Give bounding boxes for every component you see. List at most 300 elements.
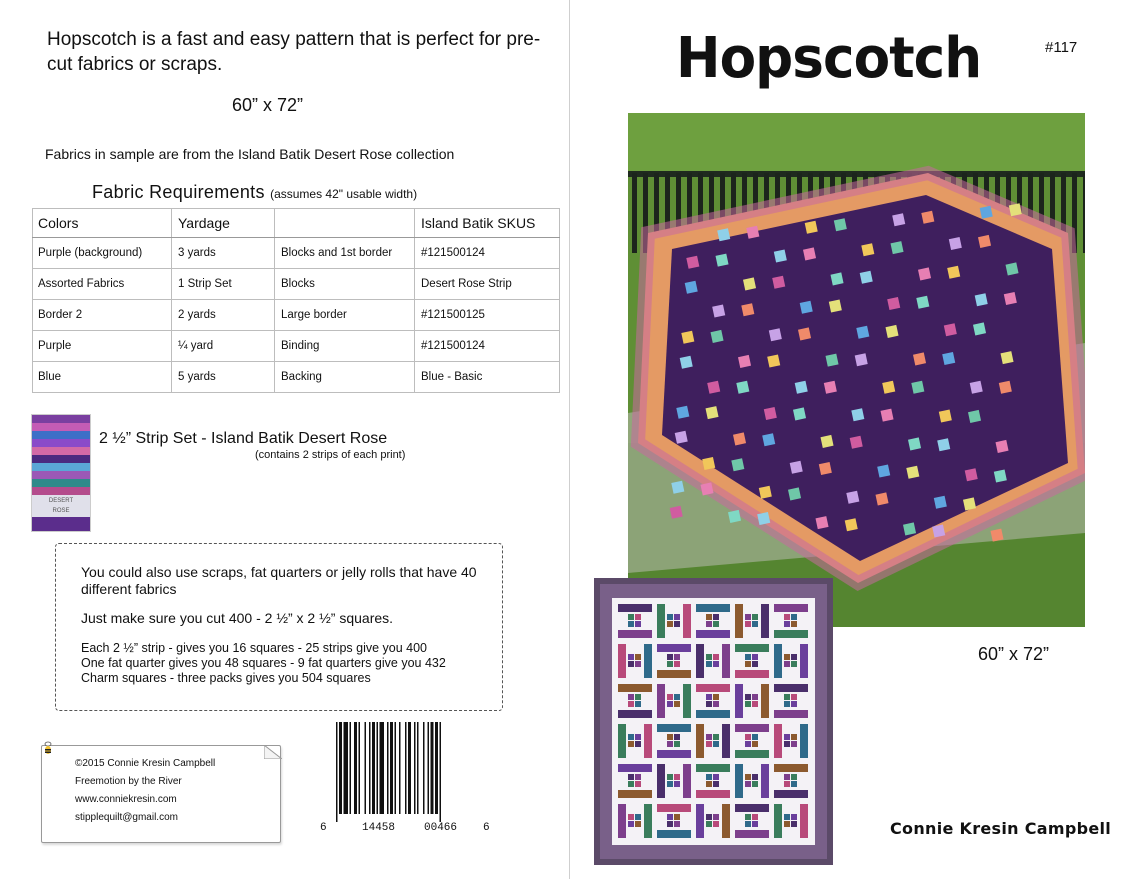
diagram-square: [791, 814, 797, 820]
diagram-square: [713, 781, 719, 787]
diagram-bar: [657, 804, 691, 812]
diagram-bar: [800, 804, 808, 838]
cell-sku: #121500124: [415, 238, 560, 269]
diagram-bar: [761, 604, 769, 638]
quilt-square: [712, 305, 725, 318]
diagram-square: [628, 781, 634, 787]
table-row: [33, 331, 560, 362]
diagram-bar: [800, 644, 808, 678]
diagram-square: [745, 821, 751, 827]
diagram-bar: [722, 724, 730, 758]
quilt-square: [803, 247, 816, 260]
intro-text: Hopscotch is a fast and easy pattern that is perfect for pre-cut fabrics or scraps.: [47, 29, 541, 75]
quilt-square: [736, 381, 749, 394]
diagram-square: [674, 741, 680, 747]
designer-name: Connie Kresin Campbell: [890, 819, 1112, 838]
alternative-fabrics-box: [55, 543, 503, 711]
diagram-square: [745, 654, 751, 660]
company-name: Freemotion by the River: [75, 776, 182, 787]
cover-title: Hopscotch: [676, 26, 982, 91]
quilt-square: [980, 206, 993, 219]
cell-sku: Desert Rose Strip: [415, 269, 560, 300]
cell-usage: Backing: [275, 362, 415, 393]
quilt-square: [821, 435, 834, 448]
quilt-square: [798, 327, 811, 340]
diagram-square: [674, 821, 680, 827]
diagram-square: [745, 781, 751, 787]
quilt-square: [670, 506, 683, 519]
diagram-square: [713, 701, 719, 707]
diagram-bar: [800, 724, 808, 758]
diagram-square: [713, 661, 719, 667]
barcode-bar: [350, 722, 352, 814]
diagram-square: [752, 781, 758, 787]
diagram-square: [667, 734, 673, 740]
diagram-square: [745, 661, 751, 667]
diagram-bar: [696, 790, 730, 798]
diagram-square: [706, 774, 712, 780]
strip-set-brand-line-2: ROSE: [52, 508, 70, 514]
diagram-square: [706, 694, 712, 700]
diagram-square: [713, 814, 719, 820]
header-colors: Colors: [33, 209, 172, 238]
quilt-square: [892, 213, 905, 226]
quilt-square: [824, 381, 837, 394]
diagram-bar: [683, 684, 691, 718]
quilt-square: [918, 267, 931, 280]
quilt-square: [994, 470, 1007, 483]
diagram-bar: [657, 604, 665, 638]
barcode-bar: [344, 722, 349, 814]
quilt-square: [790, 461, 803, 474]
quilt-square: [947, 266, 960, 279]
quilt-square: [826, 354, 839, 367]
diagram-square: [635, 821, 641, 827]
diagram-square: [706, 821, 712, 827]
quilt-square: [934, 496, 947, 509]
diagram-square: [791, 694, 797, 700]
page-curl-icon: [264, 745, 282, 759]
quilt-square: [716, 254, 729, 267]
barcode-bar: [417, 722, 419, 814]
quilt-square: [793, 407, 806, 420]
diagram-square: [635, 701, 641, 707]
photo-grass-far: [628, 113, 1085, 173]
quilt-square: [856, 326, 869, 339]
diagram-square: [713, 774, 719, 780]
quilt-square: [685, 281, 698, 294]
quilt-square: [774, 250, 787, 263]
quilt-square: [999, 381, 1012, 394]
cell-sku: Blue - Basic: [415, 362, 560, 393]
diagram-square: [674, 774, 680, 780]
diagram-square: [667, 781, 673, 787]
diagram-square: [745, 734, 751, 740]
diagram-square: [752, 621, 758, 627]
diagram-square: [784, 614, 790, 620]
diagram-square: [706, 654, 712, 660]
diagram-bar: [657, 670, 691, 678]
quilt-square: [1004, 292, 1017, 305]
cell-usage: Blocks: [275, 269, 415, 300]
quilt-square: [886, 325, 899, 338]
table-row: [33, 238, 560, 269]
strip-set-label: 2 ½” Strip Set - Island Batik Desert Rose: [99, 430, 388, 447]
quilt-square: [921, 211, 934, 224]
diagram-square: [674, 694, 680, 700]
diagram-square: [674, 701, 680, 707]
diagram-bar: [722, 644, 730, 678]
cell-yardage: 5 yards: [172, 362, 275, 393]
diagram-bar: [735, 604, 743, 638]
diagram-square: [635, 774, 641, 780]
quilt-square: [702, 457, 715, 470]
diagram-square: [628, 694, 634, 700]
quilt-square: [932, 525, 945, 538]
quilt-square: [831, 272, 844, 285]
quilt-square: [851, 408, 864, 421]
quilt-square: [746, 226, 759, 239]
barcode-bar: [359, 722, 361, 814]
tip-scraps: You could also use scraps, fat quarters or jelly rolls that have 40 different fabrics: [81, 564, 477, 597]
cell-sku: #121500125: [415, 300, 560, 331]
quilt-square: [903, 522, 916, 535]
diagram-square: [628, 821, 634, 827]
quilt-square: [788, 487, 801, 500]
diagram-square: [706, 661, 712, 667]
diagram-bar: [696, 630, 730, 638]
barcode-digit-lead: 6: [320, 822, 327, 834]
diagram-bar: [618, 604, 652, 612]
diagram-square: [791, 741, 797, 747]
diagram-square: [752, 814, 758, 820]
quilt-square: [757, 512, 770, 525]
diagram-square: [752, 661, 758, 667]
quilt-square: [963, 497, 976, 510]
diagram-bar: [774, 790, 808, 798]
diagram-square: [713, 614, 719, 620]
quilt-square: [965, 468, 978, 481]
quilt-square: [937, 438, 950, 451]
diagram-square: [667, 814, 673, 820]
quilt-square: [706, 406, 719, 419]
bench-slat: [1083, 173, 1085, 253]
table-header-row: [33, 209, 560, 238]
diagram-square: [791, 621, 797, 627]
diagram-square: [791, 654, 797, 660]
quilt-square: [711, 330, 724, 343]
requirements-heading: [92, 182, 417, 203]
diagram-square: [706, 621, 712, 627]
diagram-square: [628, 614, 634, 620]
barcode-bar: [354, 722, 357, 814]
diagram-square: [791, 821, 797, 827]
barcode-bar: [414, 722, 416, 814]
header-yardage: Yardage: [172, 209, 275, 238]
strip-set-sub: (contains 2 strips of each print): [255, 449, 406, 461]
diagram-square: [752, 821, 758, 827]
diagram-square: [635, 781, 641, 787]
diagram-bar: [735, 724, 769, 732]
email: stipplequilt@gmail.com: [75, 812, 178, 823]
quilt-square: [877, 465, 890, 478]
cell-usage: Blocks and 1st border: [275, 238, 415, 269]
barcode-bar: [435, 722, 438, 814]
diagram-square: [784, 661, 790, 667]
diagram-square: [674, 661, 680, 667]
diagram-bar: [696, 710, 730, 718]
strip-set-brand-line-1: DESERT: [48, 498, 74, 504]
quilt-square: [876, 492, 889, 505]
quilt-square: [978, 235, 991, 248]
quilt-size-left: 60” x 72”: [232, 95, 304, 115]
diagram-square: [667, 741, 673, 747]
diagram-bar: [644, 724, 652, 758]
barcode-digits-right: 00466: [424, 822, 458, 834]
diagram-square: [635, 694, 641, 700]
quilt-square: [759, 486, 772, 499]
diagram-bar: [761, 684, 769, 718]
quilt-square: [845, 518, 858, 531]
diagram-square: [745, 741, 751, 747]
diagram-square: [791, 614, 797, 620]
diagram-bar: [696, 604, 730, 612]
diagram-square: [628, 621, 634, 627]
diagram-square: [706, 781, 712, 787]
barcode-bar: [336, 722, 338, 822]
quilt-square: [707, 381, 720, 394]
diagram-bar: [774, 764, 808, 772]
diagram-square: [784, 821, 790, 827]
diagram-square: [628, 734, 634, 740]
diagram-bar: [774, 684, 808, 692]
diagram-bar: [735, 644, 769, 652]
diagram-bar: [696, 644, 704, 678]
diagram-square: [752, 701, 758, 707]
quilt-square: [738, 355, 751, 368]
barcode-digit-check: 6: [483, 822, 490, 834]
quilt-square: [942, 352, 955, 365]
diagram-square: [745, 701, 751, 707]
cell-yardage: 3 yards: [172, 238, 275, 269]
cell-sku: #121500124: [415, 331, 560, 362]
barcode-bar: [431, 722, 434, 814]
quilt-square: [671, 481, 684, 494]
quilt-square: [731, 458, 744, 471]
diagram-bar: [696, 684, 730, 692]
diagram-bar: [774, 630, 808, 638]
diagram-square: [752, 774, 758, 780]
quilt-square: [772, 276, 785, 289]
cell-usage: Large border: [275, 300, 415, 331]
diagram-bar: [657, 764, 665, 798]
tip-fat-quarter-yield: One fat quarter gives you 48 squares - 9 fat quarters give you 432: [81, 656, 446, 670]
diagram-square: [706, 741, 712, 747]
diagram-bar: [657, 724, 691, 732]
diagram-square: [791, 774, 797, 780]
quilt-square: [762, 433, 775, 446]
cell-yardage: 2 yards: [172, 300, 275, 331]
barcode-bar: [365, 722, 367, 814]
diagram-square: [713, 654, 719, 660]
quilt-square: [887, 297, 900, 310]
diagram-square: [628, 701, 634, 707]
diagram-bar: [761, 764, 769, 798]
quilt-square: [800, 301, 813, 314]
diagram-square: [713, 621, 719, 627]
quilt-square: [681, 331, 694, 344]
barcode-bar: [405, 722, 407, 814]
quilt-square: [855, 353, 868, 366]
quilt-square: [733, 432, 746, 445]
strip-set-image: [31, 414, 91, 532]
cell-color: Purple (background): [33, 238, 172, 269]
requirements-width-note: (assumes 42" usable width): [270, 187, 418, 201]
header-usage: [275, 209, 415, 238]
quilt-layout-diagram: [594, 578, 833, 865]
barcode-bar: [387, 722, 389, 814]
diagram-square: [628, 774, 634, 780]
barcode-bar: [399, 722, 401, 814]
quilt-photo: [628, 113, 1085, 627]
barcode-bar: [395, 722, 397, 814]
quilt-square: [911, 381, 924, 394]
quilt-square: [743, 277, 756, 290]
diagram-square: [667, 694, 673, 700]
pattern-number: #117: [1045, 39, 1078, 56]
barcode-bar: [339, 722, 342, 814]
quilt-square: [939, 410, 952, 423]
cell-color: Blue: [33, 362, 172, 393]
diagram-bar: [618, 684, 652, 692]
diagram-bar: [618, 630, 652, 638]
page-divider: [569, 0, 570, 879]
diagram-bar: [774, 604, 808, 612]
diagram-bar: [696, 764, 730, 772]
quilt-square: [675, 431, 688, 444]
quilt-square: [891, 241, 904, 254]
barcode-bar: [390, 722, 393, 814]
tip-strip-yield: Each 2 ½” strip - gives you 16 squares - 25 strips give you 400: [81, 641, 428, 655]
contact-card: [41, 745, 281, 843]
diagram-square: [784, 814, 790, 820]
diagram-square: [713, 694, 719, 700]
quilt-square: [973, 322, 986, 335]
diagram-bar: [735, 764, 743, 798]
diagram-square: [752, 694, 758, 700]
quilt-square: [846, 491, 859, 504]
diagram-square: [667, 774, 673, 780]
diagram-square: [713, 734, 719, 740]
requirements-title: Fabric Requirements: [92, 182, 265, 202]
diagram-square: [635, 814, 641, 820]
quilt-square: [991, 529, 1004, 542]
quilt-square: [1009, 203, 1022, 216]
quilt-square: [805, 221, 818, 234]
diagram-bar: [657, 684, 665, 718]
quilt-square: [834, 218, 847, 231]
diagram-bar: [618, 710, 652, 718]
diagram-square: [674, 654, 680, 660]
barcode-bar: [408, 722, 411, 814]
diagram-square: [674, 814, 680, 820]
diagram-bar: [774, 804, 782, 838]
diagram-square: [628, 741, 634, 747]
quilt-square: [795, 381, 808, 394]
diagram-bar: [696, 804, 704, 838]
quilt-square: [1001, 351, 1014, 364]
barcode-bar: [440, 722, 442, 822]
barcode-bar: [380, 722, 385, 814]
quilt-square: [816, 516, 829, 529]
header-skus: Island Batik SKUS: [415, 209, 560, 238]
quilt-square: [717, 228, 730, 241]
diagram-square: [784, 781, 790, 787]
diagram-square: [784, 694, 790, 700]
quilt-square: [861, 243, 874, 256]
quilt-square: [881, 409, 894, 422]
quilt-square: [701, 482, 714, 495]
diagram-square: [667, 821, 673, 827]
diagram-bar: [657, 644, 691, 652]
diagram-square: [745, 614, 751, 620]
website: www.conniekresin.com: [75, 794, 177, 805]
diagram-bar: [618, 644, 626, 678]
diagram-square: [674, 734, 680, 740]
barcode-bar: [377, 722, 379, 814]
quilt-square: [908, 437, 921, 450]
table-row: [33, 269, 560, 300]
cell-color: Purple: [33, 331, 172, 362]
diagram-bar: [657, 750, 691, 758]
diagram-square: [745, 694, 751, 700]
diagram-square: [791, 661, 797, 667]
barcode-digits-left: 14458: [362, 822, 396, 834]
diagram-bar: [774, 710, 808, 718]
diagram-square: [752, 741, 758, 747]
table-row: [33, 300, 560, 331]
diagram-bar: [644, 804, 652, 838]
diagram-square: [791, 701, 797, 707]
quilt-square: [968, 410, 981, 423]
diagram-bar: [735, 830, 769, 838]
diagram-square: [674, 781, 680, 787]
diagram-square: [706, 734, 712, 740]
diagram-square: [635, 614, 641, 620]
quilt-square: [680, 356, 693, 369]
diagram-square: [745, 621, 751, 627]
diagram-square: [784, 701, 790, 707]
diagram-bar: [618, 724, 626, 758]
diagram-square: [628, 654, 634, 660]
cell-yardage: ¼ yard: [172, 331, 275, 362]
quilt-square: [767, 355, 780, 368]
diagram-bar: [618, 790, 652, 798]
cell-color: Assorted Fabrics: [33, 269, 172, 300]
quilt-square: [944, 323, 957, 336]
diagram-bar: [774, 724, 782, 758]
quilt-square: [913, 352, 926, 365]
diagram-square: [635, 734, 641, 740]
diagram-square: [784, 654, 790, 660]
diagram-square: [745, 814, 751, 820]
diagram-bar: [735, 750, 769, 758]
diagram-bar: [618, 764, 652, 772]
diagram-square: [635, 741, 641, 747]
diagram-square: [628, 814, 634, 820]
quilt-square: [882, 381, 895, 394]
diagram-square: [674, 621, 680, 627]
